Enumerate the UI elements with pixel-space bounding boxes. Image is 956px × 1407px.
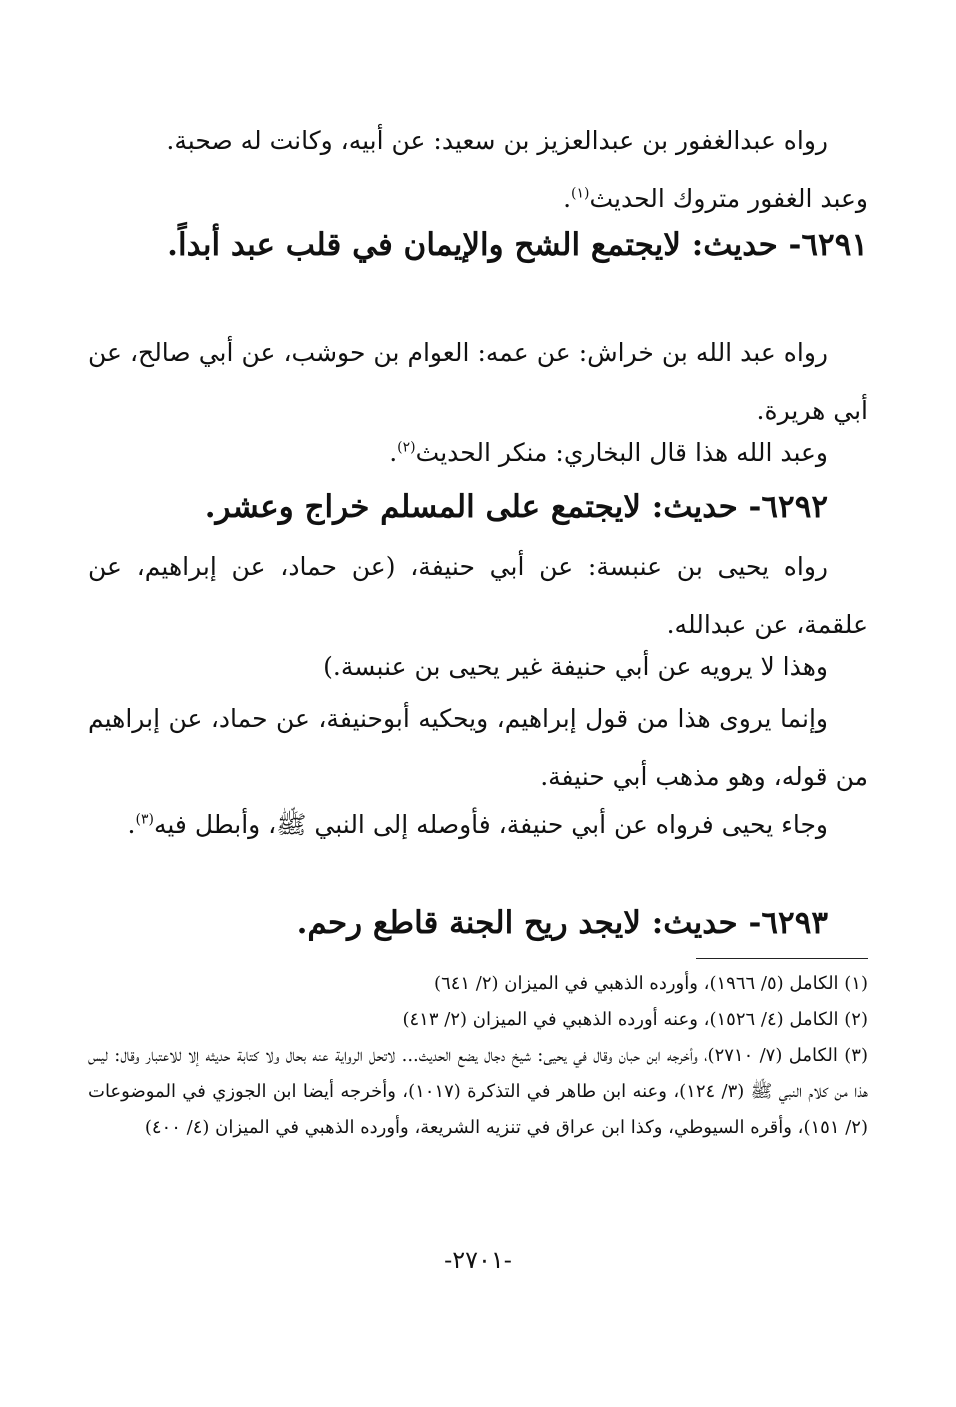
paragraph-8-end: . bbox=[127, 810, 136, 839]
hadith-heading-6292: ٦٢٩٢- حديث: لايجتمع على المسلم خراج وعشر. bbox=[204, 489, 828, 525]
footnotes bbox=[88, 966, 868, 1146]
paragraph-5: رواه يحيى بن عنبسة: عن أبي حنيفة، (عن حماد، عن إبراهيم، عن علقمة، عن عبدالله. bbox=[88, 552, 868, 639]
paragraph-4-text: وعبد الله هذا قال البخاري: منكر الحديث bbox=[415, 438, 828, 467]
footnote-2: (٢) الكامل (٤/ ١٥٢٦)، وعنه أورده الذهبي في الميزان (٢/ ٤١٣) bbox=[402, 1009, 868, 1030]
paragraph-4-end: . bbox=[389, 438, 398, 467]
paragraph-2-text: وعبد الغفور متروك الحديث bbox=[589, 184, 868, 213]
paragraph-7: وإنما يروى هذا من قول إبراهيم، ويحكيه أبوحنيفة، عن حماد، عن إبراهيم من قوله، وهو مذهب أبي حنيفة. bbox=[88, 704, 868, 791]
paragraph-8-text: وجاء يحيى فرواه عن أبي حنيفة، فأوصله إلى النبي ﷺ، وأبطل فيه bbox=[153, 810, 828, 839]
paragraph-4 bbox=[88, 424, 868, 482]
paragraph-2-end: . bbox=[563, 184, 572, 213]
paragraph-8 bbox=[88, 796, 868, 854]
page-number: -٢٧٠١- bbox=[444, 1246, 512, 1274]
hadith-heading-6291: ٦٢٩١- حديث: لايجتمع الشح والإيمان في قلب عبد أبداً. bbox=[167, 227, 868, 263]
footnote-ref-3: (٣) bbox=[135, 811, 154, 828]
footnote-3: (٣) الكامل (٧/ ٢٧١٠)، وأخرجه ابن حبان وقال في يحيى: شيخ دجال يضع الحديث... لاتحل الرواية عنه بحال ولا كتابة حديثه إلا للاعتبار وقال: ليس هذا من كلام النبي ﷺ (٣/ ١٢٤)، وعنه ابن طاهر في التذكرة (١٠١٧)، وأخرجه أيضا ابن الجوزي في الموضوعات (٢/ ١٥١)، وأقره السيوطي، وكذا ابن عراق في تنزيه الشريعة، وأورده الذهبي في الميزان (٤/ ٤٠٠) bbox=[88, 1045, 868, 1138]
footnote-ref-1: (١) bbox=[571, 185, 590, 202]
hadith-heading-6293: ٦٢٩٣- حديث: لايجد ريح الجنة قاطع رحم. bbox=[296, 905, 828, 941]
footnote-1: (١) الكامل (٥/ ١٩٦٦)، وأورده الذهبي في الميزان (٢/ ٦٤١) bbox=[434, 973, 868, 994]
footnote-ref-2: (٢) bbox=[397, 439, 416, 456]
paragraph-1-text: رواه عبدالغفور بن عبدالعزيز بن سعيد: عن أبيه، وكانت له صحبة. bbox=[166, 126, 828, 155]
paragraph-6: وهذا لا يرويه عن أبي حنيفة غير يحيى بن عنبسة.) bbox=[323, 652, 828, 681]
paragraph-1 bbox=[88, 112, 868, 228]
paragraph-3: رواه عبد الله بن خراش: عن عمه: العوام بن حوشب، عن أبي صالح، عن أبي هريرة. bbox=[88, 338, 868, 425]
footnote-separator bbox=[696, 958, 868, 959]
